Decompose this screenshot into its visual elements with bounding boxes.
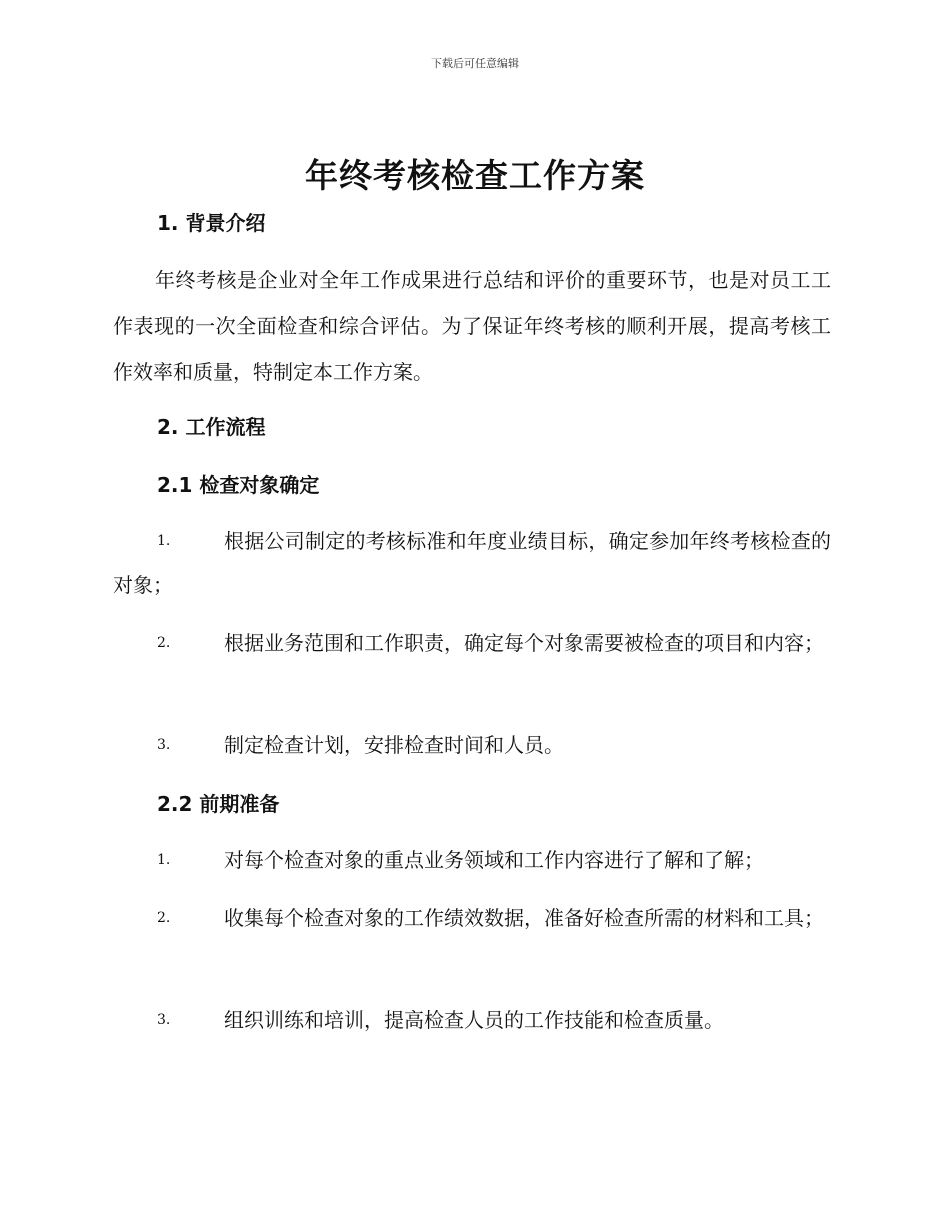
list-item-text: 根据公司制定的考核标准和年度业绩目标，确定参加年终考核检查的对象； xyxy=(113,529,831,597)
section-heading-background: 1. 背景介绍 xyxy=(157,211,266,235)
list-item xyxy=(113,621,831,665)
list-item-text: 制定检查计划，安排检查时间和人员。 xyxy=(224,733,564,757)
list-item-text: 组织训练和培训，提高检查人员的工作技能和检查质量。 xyxy=(224,1008,724,1032)
list-item-number: 3. xyxy=(157,737,171,753)
list-item xyxy=(113,838,831,882)
list-item xyxy=(113,896,831,940)
section-heading-workflow: 2. 工作流程 xyxy=(157,415,266,439)
subsection-heading-preparation: 2.2 前期准备 xyxy=(157,792,280,816)
page-header: 下载后可任意编辑 xyxy=(431,57,519,70)
list-item-text: 根据业务范围和工作职责，确定每个对象需要被检查的项目和内容； xyxy=(224,631,824,655)
document-title: 年终考核检查工作方案 xyxy=(305,156,645,195)
list-item-number: 1. xyxy=(157,852,171,868)
list-item-number: 2. xyxy=(157,910,171,926)
list-item-number: 3. xyxy=(157,1012,171,1028)
list-item xyxy=(113,723,831,767)
background-paragraph: 年终考核是企业对全年工作成果进行总结和评价的重要环节，也是对员工工作表现的一次全面检查和综合评估。为了保证年终考核的顺利开展，提高考核工作效率和质量，特制定本工作方案。 xyxy=(113,268,831,384)
list-item-text: 对每个检查对象的重点业务领域和工作内容进行了解和了解； xyxy=(224,848,764,872)
list-item xyxy=(113,519,831,607)
list-item-text: 收集每个检查对象的工作绩效数据，准备好检查所需的材料和工具； xyxy=(224,906,824,930)
list-item-number: 1. xyxy=(157,533,171,549)
list-item xyxy=(113,998,831,1042)
list-item-number: 2. xyxy=(157,635,171,651)
subsection-heading-inspection-targets: 2.1 检查对象确定 xyxy=(157,473,320,497)
